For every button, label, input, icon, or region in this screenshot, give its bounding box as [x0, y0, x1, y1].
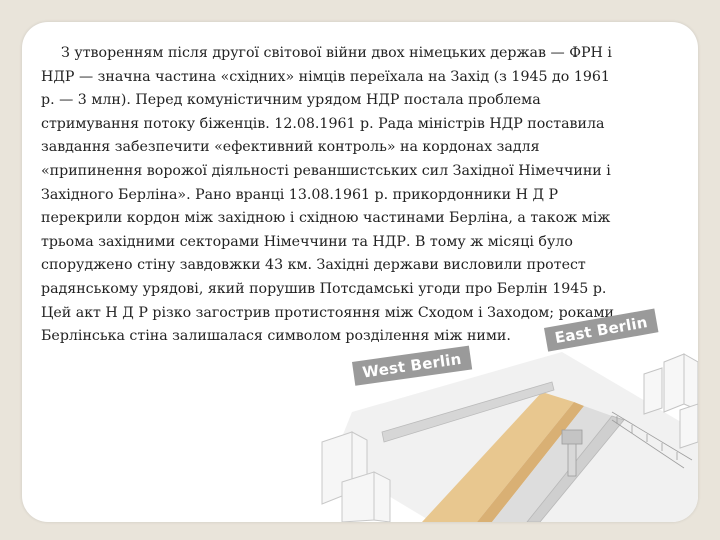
- body-paragraph: З утворенням після другої світової війни двох німецьких держав — ФРН і НДР — значна частина «східних» німців переїхала на Захід (з 1945 до 1961 р. — 3 млн). Перед комуністичним урядом НДР постала проблема стримування потоку біженців. 12.08.1961 р. Рада міністрів НДР поставила завдання забезпечити «ефективний контроль» на кордонах задля «припинення ворожої діяльності реваншистських сил Західної Німеччини і Західного Берліна». Рано вранці 13.08.1961 р. прикордонники Н Д Р перекрили кордон між західною і східною частинами Берліна, а також між трьома західними секторами Німеччини та НДР. В тому ж місяці було споруджено стіну завдовжки 43 км. Західні держави висловили протест радянському урядові, який порушив Потсдамські угоди про Берлін 1945 р. Цей акт Н Д Р різко загострив протистояння між Сходом і Заходом; роками Берлінська стіна залишалася символом розділення між ними.: [41, 45, 615, 345]
- slide-card: [22, 22, 698, 522]
- west-berlin-label: West Berlin: [352, 346, 472, 386]
- east-berlin-label: East Berlin: [544, 309, 658, 352]
